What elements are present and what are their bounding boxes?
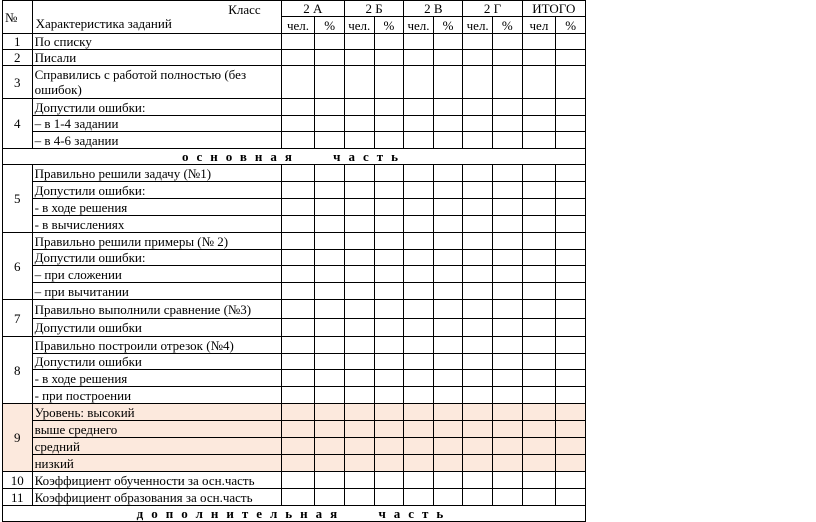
row-label: Справились с работой полностью (без ошибок): [32, 66, 281, 99]
table-row: [3, 182, 586, 199]
row-label: выше среднего: [32, 421, 281, 438]
results-table: [2, 0, 586, 522]
row-label: Коэффициент обученности за осн.часть: [32, 472, 281, 489]
row-label: - при построении: [32, 387, 281, 404]
table-row: [3, 216, 586, 233]
header-class-2a: 2 А: [281, 1, 344, 17]
table-row: [3, 199, 586, 216]
row-number: 11: [3, 489, 33, 506]
table-row: [3, 489, 586, 506]
row-label: - в ходе решения: [32, 199, 281, 216]
table-row: [3, 370, 586, 387]
row-label: Правильно решили примеры (№ 2): [32, 233, 281, 250]
subheader-count: чел: [522, 17, 556, 34]
row-label: – в 1-4 задании: [32, 116, 281, 132]
section-extra-part: дополнительная часть: [3, 506, 586, 522]
row-number: 1: [3, 34, 33, 50]
subheader-percent: %: [492, 17, 522, 34]
table-row: [3, 116, 586, 132]
table-row: [3, 132, 586, 149]
table-row: [3, 421, 586, 438]
table-row: [3, 472, 586, 489]
subheader-percent: %: [374, 17, 404, 34]
table-row: [3, 283, 586, 300]
row-label: средний: [32, 438, 281, 455]
row-number: 2: [3, 50, 33, 66]
header-class-label: Класс: [228, 2, 261, 17]
section-main-part: основная часть: [3, 149, 586, 165]
table-row: [3, 337, 586, 354]
section-row: [3, 506, 586, 522]
row-label: – при сложении: [32, 266, 281, 283]
header-class-total: ИТОГО: [522, 1, 585, 17]
table-row: [3, 438, 586, 455]
row-number: 3: [3, 66, 33, 99]
header-characteristic: [32, 1, 281, 34]
subheader-percent: %: [315, 17, 345, 34]
row-number: 7: [3, 300, 33, 337]
subheader-count: чел.: [281, 17, 315, 34]
row-number: 9: [3, 404, 33, 472]
row-label: Правильно выполнили сравнение (№3): [32, 300, 281, 319]
row-label: Допустили ошибки:: [32, 182, 281, 199]
header-task-label: Характеристика заданий: [35, 16, 172, 31]
table-row: [3, 266, 586, 283]
header-class-2b: 2 Б: [344, 1, 403, 17]
table-row: [3, 455, 586, 472]
table-row: [3, 34, 586, 50]
table-row: [3, 66, 586, 99]
row-number: 8: [3, 337, 33, 404]
row-label: Коэффициент образования за осн.часть: [32, 489, 281, 506]
section-row: [3, 149, 586, 165]
row-label: Допустили ошибки: [32, 319, 281, 337]
subheader-count: чел.: [463, 17, 493, 34]
row-label: - в ходе решения: [32, 370, 281, 387]
table-row: [3, 354, 586, 370]
row-number: 4: [3, 99, 33, 149]
table-row: [3, 233, 586, 250]
table-row: [3, 387, 586, 404]
table-row: [3, 165, 586, 182]
table-row: [3, 300, 586, 319]
header-class-2v: 2 В: [404, 1, 463, 17]
subheader-count: чел.: [404, 17, 434, 34]
subheader-percent: %: [556, 17, 586, 34]
row-label: Допустили ошибки:: [32, 99, 281, 116]
table-row: [3, 50, 586, 66]
row-number: 5: [3, 165, 33, 233]
row-label: – в 4-6 задании: [32, 132, 281, 149]
row-label: Правильно построили отрезок (№4): [32, 337, 281, 354]
row-number: 6: [3, 233, 33, 300]
table-row: [3, 404, 586, 421]
header-class-2g: 2 Г: [463, 1, 522, 17]
table-row: [3, 99, 586, 116]
row-label: - в вычислениях: [32, 216, 281, 233]
row-label: Правильно решили задачу (№1): [32, 165, 281, 182]
row-label: По списку: [32, 34, 281, 50]
row-label: низкий: [32, 455, 281, 472]
row-label: Допустили ошибки: [32, 354, 281, 370]
subheader-count: чел.: [344, 17, 374, 34]
row-label: Уровень: высокий: [32, 404, 281, 421]
subheader-percent: %: [433, 17, 463, 34]
table-row: [3, 250, 586, 266]
header-number: №: [3, 1, 33, 34]
row-label: Писали: [32, 50, 281, 66]
row-label: – при вычитании: [32, 283, 281, 300]
table-row: [3, 319, 586, 337]
row-label: Допустили ошибки:: [32, 250, 281, 266]
row-number: 10: [3, 472, 33, 489]
